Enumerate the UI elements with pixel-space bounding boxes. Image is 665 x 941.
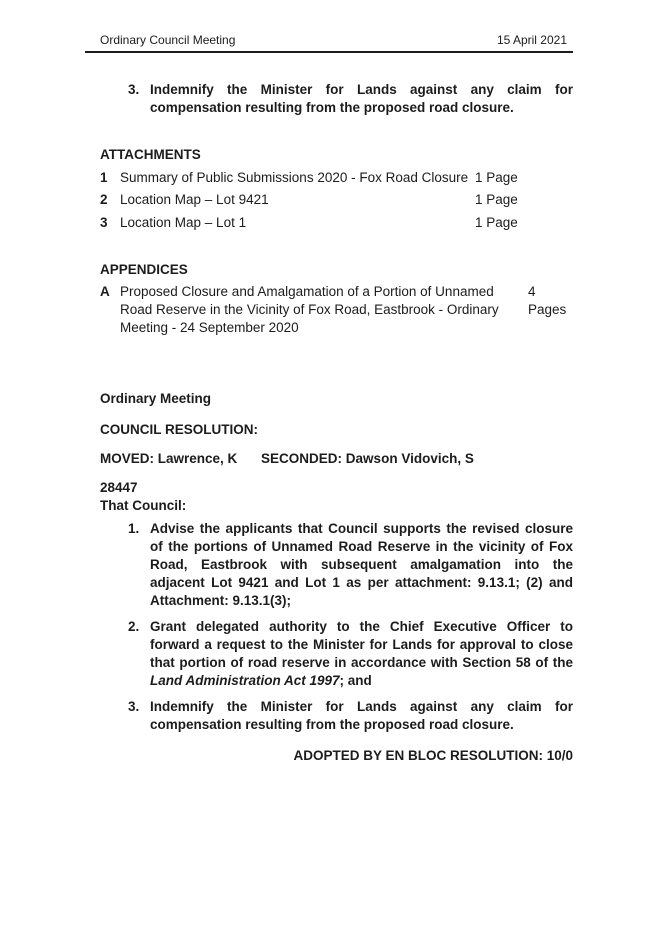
appendix-title: Proposed Closure and Amalgamation of a Portion of Unnamed Road Reserve in the Vicinity of Fox Road, Eastbrook - Ordinary Meeting - 24 September 2020 xyxy=(120,284,499,335)
list-item-text-segment: ; and xyxy=(339,673,372,688)
resolution-number-block xyxy=(100,479,573,515)
list-item-text-segment: Grant delegated authority to the Chief Executive Officer to forward a request to the Minister for Lands for approval to close that portion of road reserve in accordance with Section 58 of the xyxy=(150,619,573,670)
resolution-preamble: That Council: xyxy=(100,498,187,513)
attachment-title: Summary of Public Submissions 2020 - Fox Road Closure xyxy=(120,169,469,185)
appendix-page-count: 4 Pages xyxy=(528,284,567,317)
resolution-item xyxy=(100,618,573,690)
act-title-italic: Land Administration Act 1997 xyxy=(150,673,340,688)
list-item-number: 2. xyxy=(128,619,140,634)
list-item-number: 1. xyxy=(128,521,140,536)
resolution-number: 28447 xyxy=(100,480,138,495)
appendix-row xyxy=(100,283,573,337)
list-item-number: 3. xyxy=(128,699,140,714)
document-body xyxy=(100,56,573,765)
document-header xyxy=(85,33,573,53)
intro-list-item xyxy=(100,81,573,117)
council-resolution-heading: COUNCIL RESOLUTION: xyxy=(100,422,258,437)
attachment-row xyxy=(100,169,573,187)
adopted-resolution-text: ADOPTED BY EN BLOC RESOLUTION: 10/0 xyxy=(293,748,573,763)
header-date: 15 April 2021 xyxy=(496,33,567,47)
seconded-text: SECONDED: Dawson Vidovich, S xyxy=(261,451,474,466)
attachment-page-count: 1 Page xyxy=(475,214,518,230)
list-item-text: Indemnify the Minister for Lands against any claim for compensation resulting from the proposed road closure. xyxy=(150,699,573,732)
resolution-item xyxy=(100,698,573,734)
attachment-number: 1 xyxy=(100,169,108,185)
appendices-heading: APPENDICES xyxy=(100,261,188,277)
list-item-text xyxy=(150,618,573,690)
attachment-page-count: 1 Page xyxy=(475,192,518,207)
attachment-row xyxy=(100,214,573,232)
list-item-text: Advise the applicants that Council supports the revised closure of the portions of Unnamed Road Reserve in the vicinity of Fox Road, Eastbrook with subsequent amalgamation into the adjacent Lot 9421 and Lot 1 as per attachment: 9.13.1; (2) and Attachment: 9.13.1(3); xyxy=(150,521,573,608)
moved-seconded-line xyxy=(100,450,573,468)
attachment-number: 3 xyxy=(100,214,108,230)
list-item-number: 3. xyxy=(128,82,140,97)
attachment-title: Location Map – Lot 9421 xyxy=(120,192,269,207)
header-title: Ordinary Council Meeting xyxy=(100,33,236,47)
attachments-heading: ATTACHMENTS xyxy=(100,147,201,162)
attachment-title: Location Map – Lot 1 xyxy=(120,214,247,230)
resolution-item xyxy=(100,520,573,610)
appendix-letter: A xyxy=(100,284,110,299)
attachment-number: 2 xyxy=(100,192,108,207)
moved-text: MOVED: Lawrence, K xyxy=(100,451,238,466)
attachment-page-count: 1 Page xyxy=(475,169,518,185)
attachment-row xyxy=(100,191,573,209)
list-item-text: Indemnify the Minister for Lands against any claim for compensation resulting from the proposed road closure. xyxy=(150,82,573,115)
meeting-type-label: Ordinary Meeting xyxy=(100,391,212,406)
